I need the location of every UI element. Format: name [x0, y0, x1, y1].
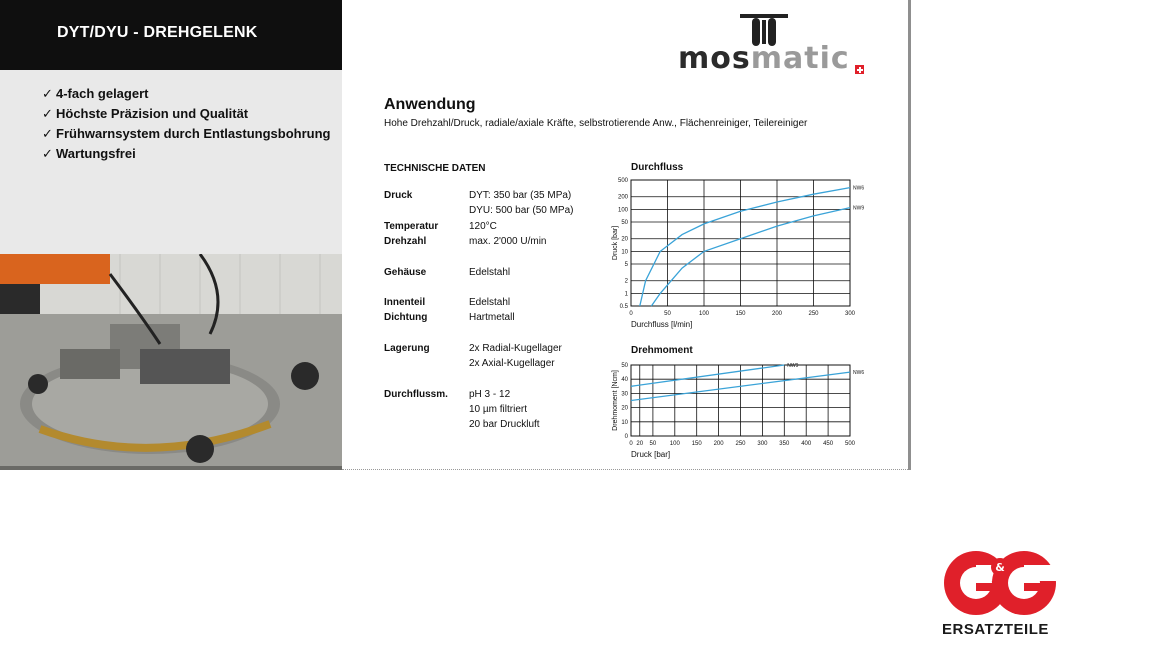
title-bar	[0, 0, 342, 70]
y-tick-label: 0.5	[619, 304, 628, 310]
y-tick-label: 40	[621, 377, 628, 384]
x-tick-label: 50	[664, 311, 671, 317]
series-label: NW6	[853, 370, 865, 377]
x-tick-label: 200	[713, 441, 724, 447]
y-tick-label: 20	[621, 405, 628, 412]
x-tick-label: 0	[629, 311, 633, 317]
feature-item: ✓ Höchste Präzision und Qualität	[42, 104, 330, 124]
gg-ersatzteile-logo	[940, 545, 1060, 645]
spec-label: Temperatur	[384, 221, 439, 232]
x-tick-label: 450	[823, 441, 834, 447]
swiss-flag-icon	[855, 65, 864, 74]
series-label: NW9	[853, 205, 865, 212]
mosmatic-logo	[678, 12, 868, 78]
gg-logo-icon	[940, 545, 1060, 621]
spec-label: Drehzahl	[384, 236, 427, 247]
left-panel	[0, 0, 342, 470]
product-title: DYT/DYU - DREHGELENK	[57, 24, 258, 41]
spec-value: 120°C	[469, 221, 497, 232]
x-tick-label: 300	[844, 311, 856, 317]
y-axis-label: Druck [bar]	[612, 225, 619, 261]
series-label: NW9	[787, 363, 799, 369]
x-tick-label: 50	[649, 441, 657, 447]
torque-chart	[600, 355, 880, 460]
y-tick-label: 10	[621, 419, 628, 426]
spec-value: DYT: 350 bar (35 MPa)	[469, 190, 572, 201]
x-tick-label: 100	[698, 311, 710, 317]
checkmark-icon: ✓	[42, 106, 53, 121]
y-tick-label: 10	[621, 249, 628, 256]
spec-value: 20 bar Druckluft	[469, 419, 540, 430]
svg-text:&: &	[995, 561, 1005, 574]
y-tick-label: 50	[621, 363, 628, 369]
spec-value: Hartmetall	[469, 312, 515, 323]
y-tick-label: 1	[624, 291, 628, 298]
spec-value: DYU: 500 bar (50 MPa)	[469, 205, 574, 216]
x-axis-label: Durchfluss [l/min]	[631, 320, 693, 329]
y-tick-label: 5	[624, 262, 628, 268]
spec-value: 2x Radial-Kugellager	[469, 343, 562, 354]
spec-value: 10 µm filtriert	[469, 404, 527, 415]
page-bottom-divider	[342, 469, 908, 470]
series-label: NW6	[853, 185, 865, 192]
feature-item: ✓ Wartungsfrei	[42, 144, 330, 164]
checkmark-icon: ✓	[42, 146, 53, 161]
x-tick-label: 300	[757, 441, 768, 447]
logo-wordmark: mosmatic	[678, 41, 850, 76]
spec-value: max. 2'000 U/min	[469, 236, 547, 247]
checkmark-icon: ✓	[42, 86, 53, 101]
x-tick-label: 100	[669, 441, 680, 447]
spec-label: Innenteil	[384, 297, 426, 308]
spec-label: Lagerung	[384, 343, 430, 354]
x-axis-label: Druck [bar]	[631, 450, 671, 459]
feature-list	[42, 84, 330, 164]
application-text: Hohe Drehzahl/Druck, radiale/axiale Kräfte, selbstrotierende Anw., Flächenreiniger, Teilereiniger	[384, 118, 808, 129]
spec-label: Dichtung	[384, 312, 428, 323]
spec-value: pH 3 - 12	[469, 389, 511, 400]
spec-value: Edelstahl	[469, 267, 511, 278]
x-tick-label: 250	[735, 441, 746, 447]
spec-label: Gehäuse	[384, 267, 427, 278]
feature-item: ✓ Frühwarnsystem durch Entlastungsbohrung	[42, 124, 330, 144]
torque-chart-title: Drehmoment	[631, 345, 693, 356]
checkmark-icon: ✓	[42, 126, 53, 141]
y-tick-label: 20	[621, 236, 628, 243]
application-title: Anwendung	[384, 96, 476, 113]
page-right-edge	[908, 0, 911, 470]
x-tick-label: 0	[629, 441, 633, 447]
y-tick-label: 500	[617, 178, 628, 184]
gg-tagline: ERSATZTEILE	[942, 621, 1049, 638]
feature-item: ✓ 4-fach gelagert	[42, 84, 330, 104]
x-tick-label: 150	[735, 311, 746, 317]
x-tick-label: 20	[636, 441, 644, 447]
y-tick-label: 2	[624, 278, 628, 285]
x-tick-label: 400	[801, 441, 812, 447]
spec-value: Edelstahl	[469, 297, 511, 308]
flow-chart-title: Durchfluss	[631, 162, 684, 173]
tech-data-title: TECHNISCHE DATEN	[384, 163, 486, 174]
y-tick-label: 100	[617, 207, 628, 214]
x-tick-label: 350	[779, 441, 790, 447]
x-tick-label: 150	[691, 441, 702, 447]
x-tick-label: 500	[844, 441, 856, 447]
spec-label: Druck	[384, 190, 413, 201]
y-axis-label: Drehmoment [Ncm]	[612, 370, 619, 431]
y-tick-label: 30	[621, 391, 628, 398]
x-tick-label: 200	[771, 311, 783, 317]
product-photo	[0, 254, 342, 470]
y-tick-label: 0	[624, 434, 628, 440]
flow-chart	[600, 172, 880, 332]
spec-label: Durchflussm.	[384, 389, 448, 400]
y-tick-label: 200	[617, 194, 628, 201]
y-tick-label: 50	[621, 220, 628, 226]
spec-value: 2x Axial-Kugellager	[469, 358, 555, 369]
x-tick-label: 250	[808, 311, 819, 317]
